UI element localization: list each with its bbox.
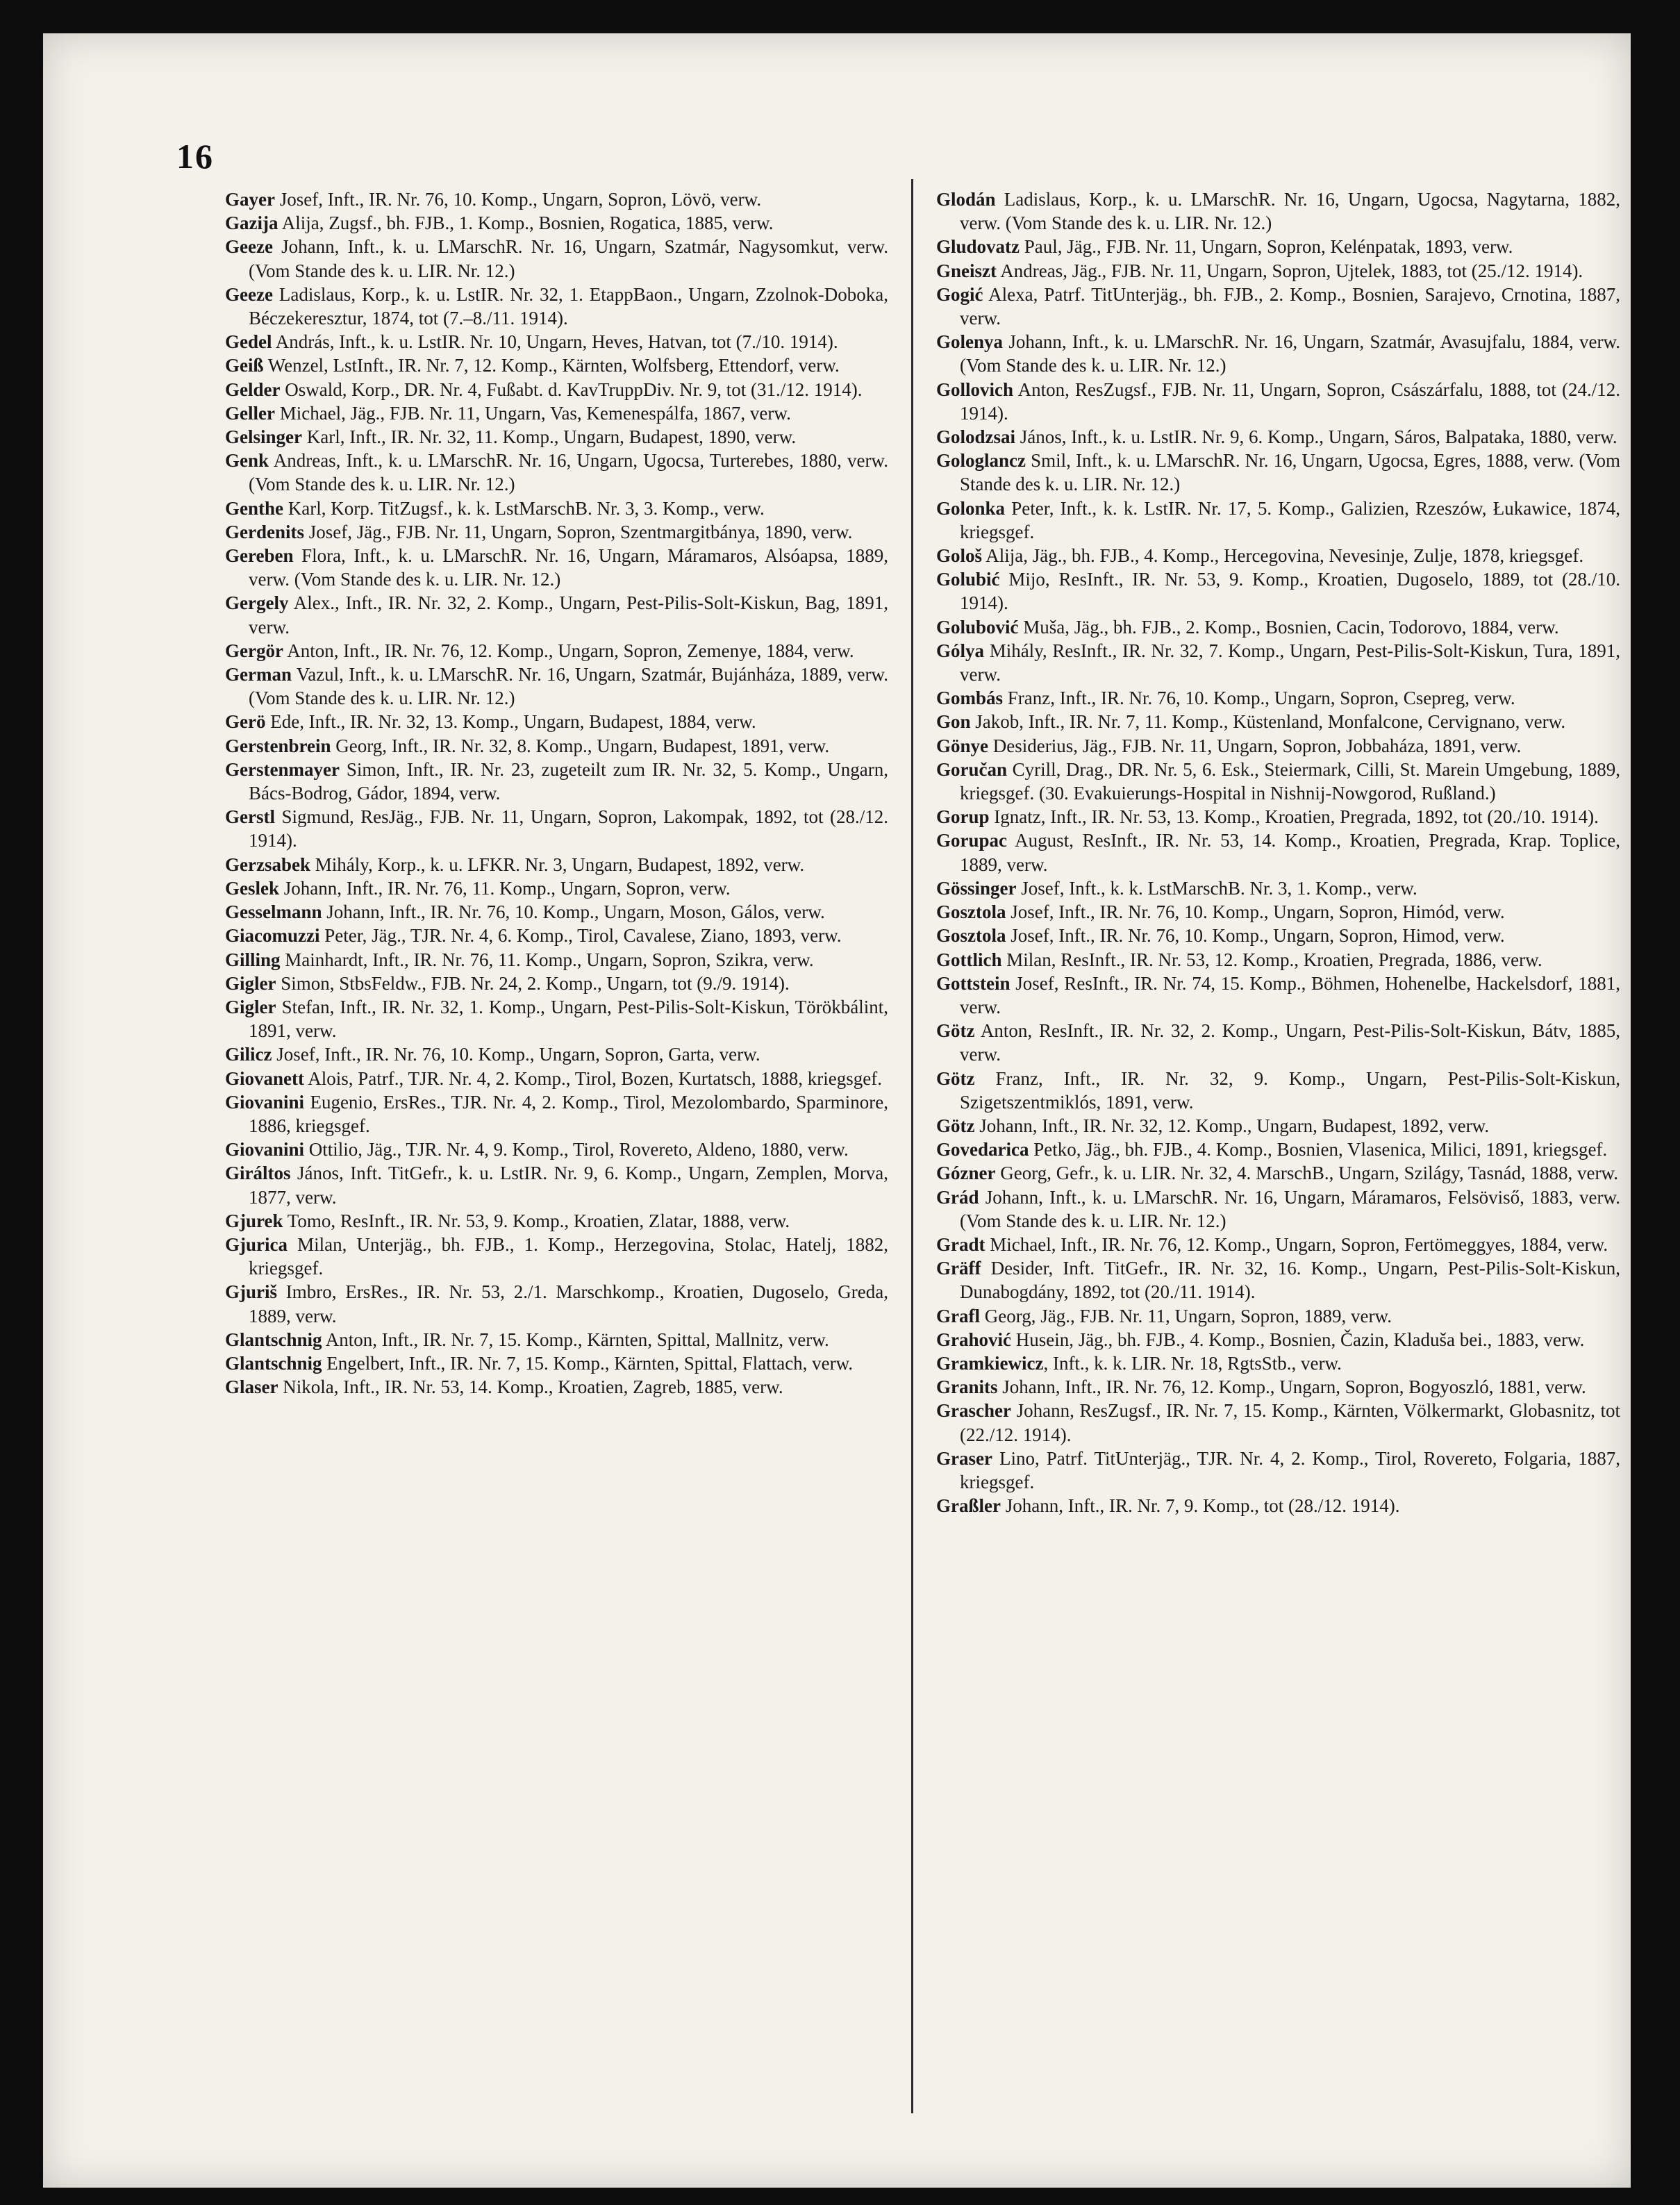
list-entry xyxy=(225,1209,888,1233)
entry-details: Simon, Inft., IR. Nr. 23, zugeteilt zum IR. Nr. 32, 5. Komp., Ungarn, Bács-Bodrog, Gádor, 1894, verw. xyxy=(249,758,888,804)
document-page xyxy=(43,33,1631,2188)
list-entry xyxy=(225,639,888,663)
list-entry xyxy=(936,497,1620,544)
entry-surname: Goručan xyxy=(936,758,1008,780)
entry-details: Desider, Inft. TitGefr., IR. Nr. 32, 16. Komp., Ungarn, Pest-Pilis-Solt-Kiskun, Dunabogdány, 1892, tot (20./11. 1914). xyxy=(960,1258,1620,1303)
list-entry xyxy=(225,924,888,947)
list-entry xyxy=(936,1447,1620,1494)
entry-surname: Graßler xyxy=(936,1495,1001,1517)
entry-details: Cyrill, Drag., DR. Nr. 5, 6. Esk., Steiermark, Cilli, St. Marein Umgebung, 1889, kriegsgef. (30. Evakuierungs-Hospital in Nishnij-Nowgorod, Rußland.) xyxy=(960,758,1620,804)
entry-surname: Gologlancz xyxy=(936,450,1026,472)
entry-surname: Gon xyxy=(936,711,971,733)
entry-surname: Gološ xyxy=(936,545,983,567)
entry-surname: Gayer xyxy=(225,189,275,210)
entry-details: Desiderius, Jäg., FJB. Nr. 11, Ungarn, Sopron, Jobbaháza, 1891, verw. xyxy=(988,735,1522,756)
entry-surname: Granits xyxy=(936,1376,998,1398)
entry-surname: Gombás xyxy=(936,688,1004,709)
entry-surname: Giovanini xyxy=(225,1091,305,1113)
list-entry xyxy=(936,924,1620,947)
list-entry xyxy=(225,1067,888,1090)
list-entry xyxy=(225,1161,888,1208)
entry-details: Petko, Jäg., bh. FJB., 4. Komp., Bosnien, Vlasenica, Milici, 1891, kriegsgef. xyxy=(1029,1139,1608,1160)
list-entry xyxy=(225,853,888,876)
list-entry xyxy=(936,283,1620,330)
entry-surname: Gereben xyxy=(225,545,294,567)
list-entry xyxy=(225,1280,888,1327)
entry-surname: Gosztola xyxy=(936,925,1006,947)
list-entry xyxy=(936,1351,1620,1375)
entry-details: Georg, Gefr., k. u. LIR. Nr. 32, 4. MarschB., Ungarn, Szilágy, Tasnád, 1888, verw. xyxy=(995,1163,1618,1184)
entry-surname: Gottlich xyxy=(936,949,1002,970)
entry-surname: Geiß xyxy=(225,355,264,376)
entry-surname: Gazija xyxy=(225,213,278,234)
entry-details: Alois, Patrf., TJR. Nr. 4, 2. Komp., Tirol, Bozen, Kurtatsch, 1888, kriegsgef. xyxy=(304,1067,882,1089)
entry-surname: Govedarica xyxy=(936,1139,1029,1160)
list-entry xyxy=(936,449,1620,496)
entry-details: Alexa, Patrf. TitUnterjäg., bh. FJB., 2. Komp., Bosnien, Sarajevo, Crnotina, 1887, verw. xyxy=(960,283,1620,329)
entry-surname: Gottstein xyxy=(936,972,1011,994)
list-entry xyxy=(936,1328,1620,1351)
list-entry xyxy=(225,378,888,401)
entry-details: August, ResInft., IR. Nr. 53, 14. Komp., Kroatien, Pregrada, Krap. Toplice, 1889, verw. xyxy=(960,830,1620,875)
entry-details: Peter, Inft., k. k. LstIR. Nr. 17, 5. Komp., Galizien, Rzeszów, Łukawice, 1874, kriegsgef. xyxy=(960,497,1620,542)
list-entry xyxy=(225,211,888,235)
entry-surname: Gerdenits xyxy=(225,521,304,542)
entry-surname: Gelsinger xyxy=(225,426,302,448)
entry-details: Franz, Inft., IR. Nr. 76, 10. Komp., Ungarn, Sopron, Csepreg, verw. xyxy=(1003,688,1515,709)
list-entry xyxy=(225,425,888,449)
list-entry xyxy=(936,900,1620,924)
entry-surname: Gerstenbrein xyxy=(225,735,331,756)
list-entry xyxy=(936,567,1620,615)
list-entry xyxy=(936,639,1620,686)
list-entry xyxy=(225,1351,888,1375)
entry-details: Oswald, Korp., DR. Nr. 4, Fußabt. d. KavTruppDiv. Nr. 9, tot (31./12. 1914). xyxy=(280,378,863,400)
entry-surname: Gózner xyxy=(936,1163,996,1184)
list-entry xyxy=(225,520,888,544)
list-entry xyxy=(225,710,888,733)
entry-details: Jakob, Inft., IR. Nr. 7, 11. Komp., Küstenland, Monfalcone, Cervignano, verw. xyxy=(970,711,1566,733)
list-entry xyxy=(936,1161,1620,1185)
list-entry xyxy=(936,235,1620,258)
entry-details: Vazul, Inft., k. u. LMarschR. Nr. 16, Ungarn, Szatmár, Bujánháza, 1889, verw. (Vom Stande des k. u. LIR. Nr. 12.) xyxy=(249,664,888,709)
entry-details: Johann, Inft., IR. Nr. 76, 12. Komp., Ungarn, Sopron, Bogyoszló, 1881, verw. xyxy=(997,1376,1586,1398)
entry-details: Alija, Zugsf., bh. FJB., 1. Komp., Bosnien, Rogatica, 1885, verw. xyxy=(278,213,774,234)
entry-details: Ede, Inft., IR. Nr. 32, 13. Komp., Ungarn, Budapest, 1884, verw. xyxy=(265,711,756,733)
list-entry xyxy=(225,544,888,591)
entry-surname: Giovanett xyxy=(225,1067,304,1089)
column-divider xyxy=(911,179,913,2113)
list-entry xyxy=(225,283,888,330)
list-entry xyxy=(225,972,888,995)
entry-details: Johann, Inft., k. u. LMarschR. Nr. 16, Ungarn, Szatmár, Avasujfalu, 1884, verw. (Vom Stande des k. u. LIR. Nr. 12.) xyxy=(960,331,1620,376)
entry-details: Milan, ResInft., IR. Nr. 53, 12. Komp., Kroatien, Pregrada, 1886, verw. xyxy=(1001,949,1542,970)
entry-details: Anton, Inft., IR. Nr. 76, 12. Komp., Ungarn, Sopron, Zemenye, 1884, verw. xyxy=(283,640,854,661)
list-entry xyxy=(225,497,888,520)
list-entry xyxy=(225,449,888,496)
entry-details: Andreas, Inft., k. u. LMarschR. Nr. 16, Ungarn, Ugocsa, Turterebes, 1880, verw. (Vom Stande des k. u. LIR. Nr. 12.) xyxy=(249,450,888,495)
entry-details: Smil, Inft., k. u. LMarschR. Nr. 16, Ungarn, Ugocsa, Egres, 1888, verw. (Vom Stande des k. u. LIR. Nr. 12.) xyxy=(960,450,1620,495)
list-entry xyxy=(225,1328,888,1351)
entry-surname: Gräff xyxy=(936,1258,981,1279)
list-entry xyxy=(225,805,888,852)
entry-surname: Gollovich xyxy=(936,378,1014,400)
entry-surname: German xyxy=(225,664,292,685)
list-entry xyxy=(936,1494,1620,1517)
entry-details: Karl, Inft., IR. Nr. 32, 11. Komp., Ungarn, Budapest, 1890, verw. xyxy=(301,426,797,448)
entry-details: Lino, Patrf. TitUnterjäg., TJR. Nr. 4, 2. Komp., Tirol, Rovereto, Folgaria, 1887, kriegsgef. xyxy=(960,1447,1620,1492)
entry-surname: Grahović xyxy=(936,1329,1011,1350)
entry-surname: Geslek xyxy=(225,877,279,899)
entry-surname: Gedel xyxy=(225,331,272,353)
list-entry xyxy=(936,1185,1620,1233)
entry-surname: Gilicz xyxy=(225,1044,272,1065)
entry-details: Wenzel, LstInft., IR. Nr. 7, 12. Komp., Kärnten, Wolfsberg, Ettendorf, verw. xyxy=(263,355,840,376)
entry-details: Imbro, ErsRes., IR. Nr. 53, 2./1. Marschkomp., Kroatien, Dugoselo, Greda, 1889, verw. xyxy=(249,1281,888,1326)
entry-details: Josef, Inft., IR. Nr. 76, 10. Komp., Ungarn, Sopron, Garta, verw. xyxy=(272,1044,760,1065)
entry-details: Engelbert, Inft., IR. Nr. 7, 15. Komp., Kärnten, Spittal, Flattach, verw. xyxy=(322,1352,854,1374)
list-entry xyxy=(936,758,1620,805)
entry-surname: Gergely xyxy=(225,592,289,614)
entry-details: Franz, Inft., IR. Nr. 32, 9. Komp., Ungarn, Pest-Pilis-Solt-Kiskun, Szigetszentmiklós, 1891, verw. xyxy=(960,1067,1620,1113)
list-entry xyxy=(225,188,888,211)
entry-surname: Gosztola xyxy=(936,901,1006,923)
list-entry xyxy=(936,734,1620,758)
entry-details: , Inft., k. k. LIR. Nr. 18, RgtsStb., verw. xyxy=(1043,1352,1342,1374)
entry-details: Flora, Inft., k. u. LMarschR. Nr. 16, Ungarn, Máramaros, Alsóapsa, 1889, verw. (Vom Stande des k. u. LIR. Nr. 12.) xyxy=(249,545,888,590)
entry-details: Georg, Inft., IR. Nr. 32, 8. Komp., Ungarn, Budapest, 1891, verw. xyxy=(331,735,830,756)
entry-surname: Gneiszt xyxy=(936,260,997,281)
entry-details: Mijo, ResInft., IR. Nr. 53, 9. Komp., Kroatien, Dugoselo, 1889, tot (28./10. 1914). xyxy=(960,569,1620,614)
list-entry xyxy=(936,972,1620,1019)
entry-details: Josef, ResInft., IR. Nr. 74, 15. Komp., Böhmen, Hohenelbe, Hackelsdorf, 1881, verw. xyxy=(960,972,1620,1017)
entry-details: János, Inft., k. u. LstIR. Nr. 9, 6. Komp., Ungarn, Sáros, Balpataka, 1880, verw. xyxy=(1015,426,1617,448)
entry-details: Johann, ResZugsf., IR. Nr. 7, 15. Komp., Kärnten, Völkermarkt, Globasnitz, tot (22./12. 1914). xyxy=(960,1400,1620,1445)
entry-surname: Gergör xyxy=(225,640,283,661)
entry-surname: Giráltos xyxy=(225,1163,291,1184)
entry-details: Tomo, ResInft., IR. Nr. 53, 9. Komp., Kroatien, Zlatar, 1888, verw. xyxy=(283,1210,790,1231)
list-entry xyxy=(936,1138,1620,1161)
entry-surname: Gorup xyxy=(936,806,990,828)
entry-details: Alija, Jäg., bh. FJB., 4. Komp., Hercegovina, Nevesinje, Zulje, 1878, kriegsgef. xyxy=(982,545,1584,567)
entry-surname: Gigler xyxy=(225,972,276,994)
entry-details: János, Inft. TitGefr., k. u. LstIR. Nr. 9, 6. Komp., Ungarn, Zemplen, Morva, 1877, verw. xyxy=(249,1163,888,1208)
entry-surname: Gjurek xyxy=(225,1210,283,1231)
entry-surname: Golenya xyxy=(936,331,1004,353)
entry-details: Stefan, Inft., IR. Nr. 32, 1. Komp., Ungarn, Pest-Pilis-Solt-Kiskun, Törökbálint, 1891, verw. xyxy=(249,996,888,1042)
list-entry xyxy=(936,686,1620,710)
entry-details: Michael, Inft., IR. Nr. 76, 12. Komp., Ungarn, Sopron, Fertömeggyes, 1884, verw. xyxy=(985,1233,1608,1255)
entry-details: Alex., Inft., IR. Nr. 32, 2. Komp., Ungarn, Pest-Pilis-Solt-Kiskun, Bag, 1891, verw. xyxy=(249,592,888,638)
entry-details: Husein, Jäg., bh. FJB., 4. Komp., Bosnien, Čazin, Kladuša bei., 1883, verw. xyxy=(1011,1329,1585,1350)
entry-details: Josef, Inft., IR. Nr. 76, 10. Komp., Ungarn, Sopron, Himód, verw. xyxy=(1006,901,1505,923)
list-entry xyxy=(225,353,888,377)
entry-surname: Gelder xyxy=(225,378,281,400)
entry-details: Anton, ResInft., IR. Nr. 32, 2. Komp., Ungarn, Pest-Pilis-Solt-Kiskun, Bátv, 1885, verw. xyxy=(960,1020,1620,1065)
entry-surname: Götz xyxy=(936,1115,975,1136)
entry-details: Johann, Inft., k. u. LMarschR. Nr. 16, Ungarn, Szatmár, Nagysomkut, verw. (Vom Stande des k. u. LIR. Nr. 12.) xyxy=(249,236,888,281)
entry-surname: Giovanini xyxy=(225,1139,305,1160)
entry-surname: Geller xyxy=(225,402,275,424)
list-entry xyxy=(225,663,888,710)
list-entry xyxy=(225,1138,888,1161)
entry-surname: Glaser xyxy=(225,1376,278,1398)
entry-surname: Gesselmann xyxy=(225,901,322,923)
list-entry xyxy=(936,1114,1620,1138)
entry-details: Johann, Inft., k. u. LMarschR. Nr. 16, Ungarn, Máramaros, Felsöviső, 1883, verw. (Vom Stande des k. u. LIR. Nr. 12.) xyxy=(960,1186,1620,1231)
entry-surname: Grafl xyxy=(936,1305,980,1326)
list-entry xyxy=(225,876,888,900)
list-entry xyxy=(225,734,888,758)
entry-details: Anton, ResZugsf., FJB. Nr. 11, Ungarn, Sopron, Császárfalu, 1888, tot (24./12. 1914). xyxy=(960,378,1620,424)
list-entry xyxy=(225,758,888,805)
list-entry xyxy=(225,235,888,282)
entry-details: Mihály, ResInft., IR. Nr. 32, 7. Komp., Ungarn, Pest-Pilis-Solt-Kiskun, Tura, 1891, verw. xyxy=(960,640,1620,685)
entry-surname: Gjurica xyxy=(225,1233,288,1255)
entry-surname: Graser xyxy=(936,1447,992,1469)
entry-details: Ladislaus, Korp., k. u. LMarschR. Nr. 16, Ungarn, Ugocsa, Nagytarna, 1882, verw. (Vom Stande des k. u. LIR. Nr. 12.) xyxy=(960,189,1620,234)
entry-surname: Giacomuzzi xyxy=(225,925,320,947)
entry-surname: Gigler xyxy=(225,996,276,1017)
entry-details: Karl, Korp. TitZugsf., k. k. LstMarschB. Nr. 3, 3. Komp., verw. xyxy=(283,497,765,519)
entry-details: Georg, Jäg., FJB. Nr. 11, Ungarn, Sopron, 1889, verw. xyxy=(979,1305,1392,1326)
entry-surname: Geeze xyxy=(225,236,273,258)
entry-details: Eugenio, ErsRes., TJR. Nr. 4, 2. Komp., Tirol, Mezolombardo, Sparminore, 1886, kriegsgef. xyxy=(249,1091,888,1136)
entry-details: Josef, Jäg., FJB. Nr. 11, Ungarn, Sopron, Szentmargitbánya, 1890, verw. xyxy=(304,521,853,542)
entry-surname: Götz xyxy=(936,1067,975,1089)
list-entry xyxy=(936,330,1620,377)
entry-surname: Golubić xyxy=(936,569,1000,590)
list-entry xyxy=(936,259,1620,283)
entry-surname: Gogić xyxy=(936,283,983,305)
list-entry xyxy=(225,591,888,638)
list-entry xyxy=(225,948,888,972)
entry-surname: Gramkiewicz xyxy=(936,1352,1044,1374)
left-column xyxy=(225,188,888,2125)
list-entry xyxy=(936,876,1620,900)
entry-details: Mihály, Korp., k. u. LFKR. Nr. 3, Ungarn, Budapest, 1892, verw. xyxy=(310,854,805,875)
entry-surname: Grád xyxy=(936,1186,979,1208)
list-entry xyxy=(936,378,1620,425)
entry-surname: Glantschnig xyxy=(225,1329,322,1350)
entry-surname: Gradt xyxy=(936,1233,985,1255)
entry-details: Ladislaus, Korp., k. u. LstIR. Nr. 32, 1. EtappBaon., Ungarn, Zzolnok-Doboka, Béczekeresztur, 1874, tot (7.–8./11. 1914). xyxy=(249,283,888,329)
entry-surname: Genthe xyxy=(225,497,283,519)
list-entry xyxy=(936,544,1620,567)
entry-surname: Genk xyxy=(225,450,269,472)
list-entry xyxy=(936,425,1620,449)
entry-details: Josef, Inft., IR. Nr. 76, 10. Komp., Ungarn, Sopron, Lövö, verw. xyxy=(274,189,762,210)
entry-surname: Grascher xyxy=(936,1400,1011,1422)
entry-surname: Gerzsabek xyxy=(225,854,310,875)
entry-surname: Golubović xyxy=(936,616,1019,638)
list-entry xyxy=(936,1304,1620,1328)
entry-surname: Gerö xyxy=(225,711,266,733)
list-entry xyxy=(936,948,1620,972)
entry-details: Michael, Jäg., FJB. Nr. 11, Ungarn, Vas, Kemenespálfa, 1867, verw. xyxy=(274,402,791,424)
entry-details: Mainhardt, Inft., IR. Nr. 76, 11. Komp., Ungarn, Sopron, Szikra, verw. xyxy=(280,949,814,970)
list-entry xyxy=(936,615,1620,639)
entry-details: András, Inft., k. u. LstIR. Nr. 10, Ungarn, Heves, Hatvan, tot (7./10. 1914). xyxy=(272,331,838,353)
page-number: 16 xyxy=(176,137,214,176)
entry-surname: Gerstenmayer xyxy=(225,758,340,780)
list-entry xyxy=(225,995,888,1042)
list-entry xyxy=(936,1019,1620,1066)
entry-surname: Glantschnig xyxy=(225,1352,322,1374)
entry-surname: Geeze xyxy=(225,283,273,305)
entry-details: Milan, Unterjäg., bh. FJB., 1. Komp., Herzegovina, Stolac, Hatelj, 1882, kriegsgef. xyxy=(249,1233,888,1279)
entry-details: Ignatz, Inft., IR. Nr. 53, 13. Komp., Kroatien, Pregrada, 1892, tot (20./10. 1914). xyxy=(989,806,1599,828)
entry-details: Peter, Jäg., TJR. Nr. 4, 6. Komp., Tirol, Cavalese, Ziano, 1893, verw. xyxy=(319,925,842,947)
entry-surname: Gilling xyxy=(225,949,281,970)
entry-surname: Golodzsai xyxy=(936,426,1016,448)
entry-surname: Glodán xyxy=(936,189,996,210)
entry-details: Paul, Jäg., FJB. Nr. 11, Ungarn, Sopron, Kelénpatak, 1893, verw. xyxy=(1020,236,1513,258)
list-entry xyxy=(225,330,888,353)
list-entry xyxy=(936,1067,1620,1114)
entry-surname: Gorupac xyxy=(936,830,1008,851)
list-entry xyxy=(936,188,1620,235)
entry-details: Johann, Inft., IR. Nr. 32, 12. Komp., Ungarn, Budapest, 1892, verw. xyxy=(974,1115,1490,1136)
entry-surname: Gólya xyxy=(936,640,985,661)
list-entry xyxy=(225,1375,888,1399)
entry-surname: Golonka xyxy=(936,497,1006,519)
entry-surname: Gludovatz xyxy=(936,236,1020,258)
entry-details: Josef, Inft., IR. Nr. 76, 10. Komp., Ungarn, Sopron, Himod, verw. xyxy=(1006,925,1505,947)
right-column xyxy=(936,188,1620,2125)
list-entry xyxy=(225,900,888,924)
list-entry xyxy=(936,829,1620,876)
list-entry xyxy=(936,805,1620,829)
list-entry xyxy=(936,1375,1620,1399)
entry-details: Muša, Jäg., bh. FJB., 2. Komp., Bosnien, Cacin, Todorovo, 1884, verw. xyxy=(1018,616,1559,638)
list-entry xyxy=(936,710,1620,733)
entry-surname: Gössinger xyxy=(936,877,1017,899)
entry-details: Johann, Inft., IR. Nr. 76, 10. Komp., Ungarn, Moson, Gálos, verw. xyxy=(322,901,825,923)
entry-details: Andreas, Jäg., FJB. Nr. 11, Ungarn, Sopron, Ujtelek, 1883, tot (25./12. 1914). xyxy=(997,260,1583,281)
entry-details: Anton, Inft., IR. Nr. 7, 15. Komp., Kärnten, Spittal, Mallnitz, verw. xyxy=(322,1329,829,1350)
entry-details: Nikola, Inft., IR. Nr. 53, 14. Komp., Kroatien, Zagreb, 1885, verw. xyxy=(278,1376,783,1398)
entry-surname: Gönye xyxy=(936,735,989,756)
entry-details: Ottilio, Jäg., TJR. Nr. 4, 9. Komp., Tirol, Rovereto, Aldeno, 1880, verw. xyxy=(304,1139,849,1160)
entry-details: Josef, Inft., k. k. LstMarschB. Nr. 3, 1. Komp., verw. xyxy=(1016,877,1417,899)
list-entry xyxy=(936,1256,1620,1304)
list-entry xyxy=(936,1233,1620,1256)
entry-details: Johann, Inft., IR. Nr. 76, 11. Komp., Ungarn, Sopron, verw. xyxy=(279,877,731,899)
entry-details: Sigmund, ResJäg., FJB. Nr. 11, Ungarn, Sopron, Lakompak, 1892, tot (28./12. 1914). xyxy=(249,806,888,851)
entry-surname: Gerstl xyxy=(225,806,275,828)
entry-details: Simon, StbsFeldw., FJB. Nr. 24, 2. Komp., Ungarn, tot (9./9. 1914). xyxy=(276,972,790,994)
entry-surname: Götz xyxy=(936,1020,975,1042)
list-entry xyxy=(225,1042,888,1066)
list-entry xyxy=(225,1090,888,1138)
list-entry xyxy=(936,1399,1620,1446)
list-entry xyxy=(225,1233,888,1280)
entry-details: Johann, Inft., IR. Nr. 7, 9. Komp., tot (28./12. 1914). xyxy=(1000,1495,1400,1517)
list-entry xyxy=(225,401,888,425)
entry-surname: Gjuriš xyxy=(225,1281,278,1303)
